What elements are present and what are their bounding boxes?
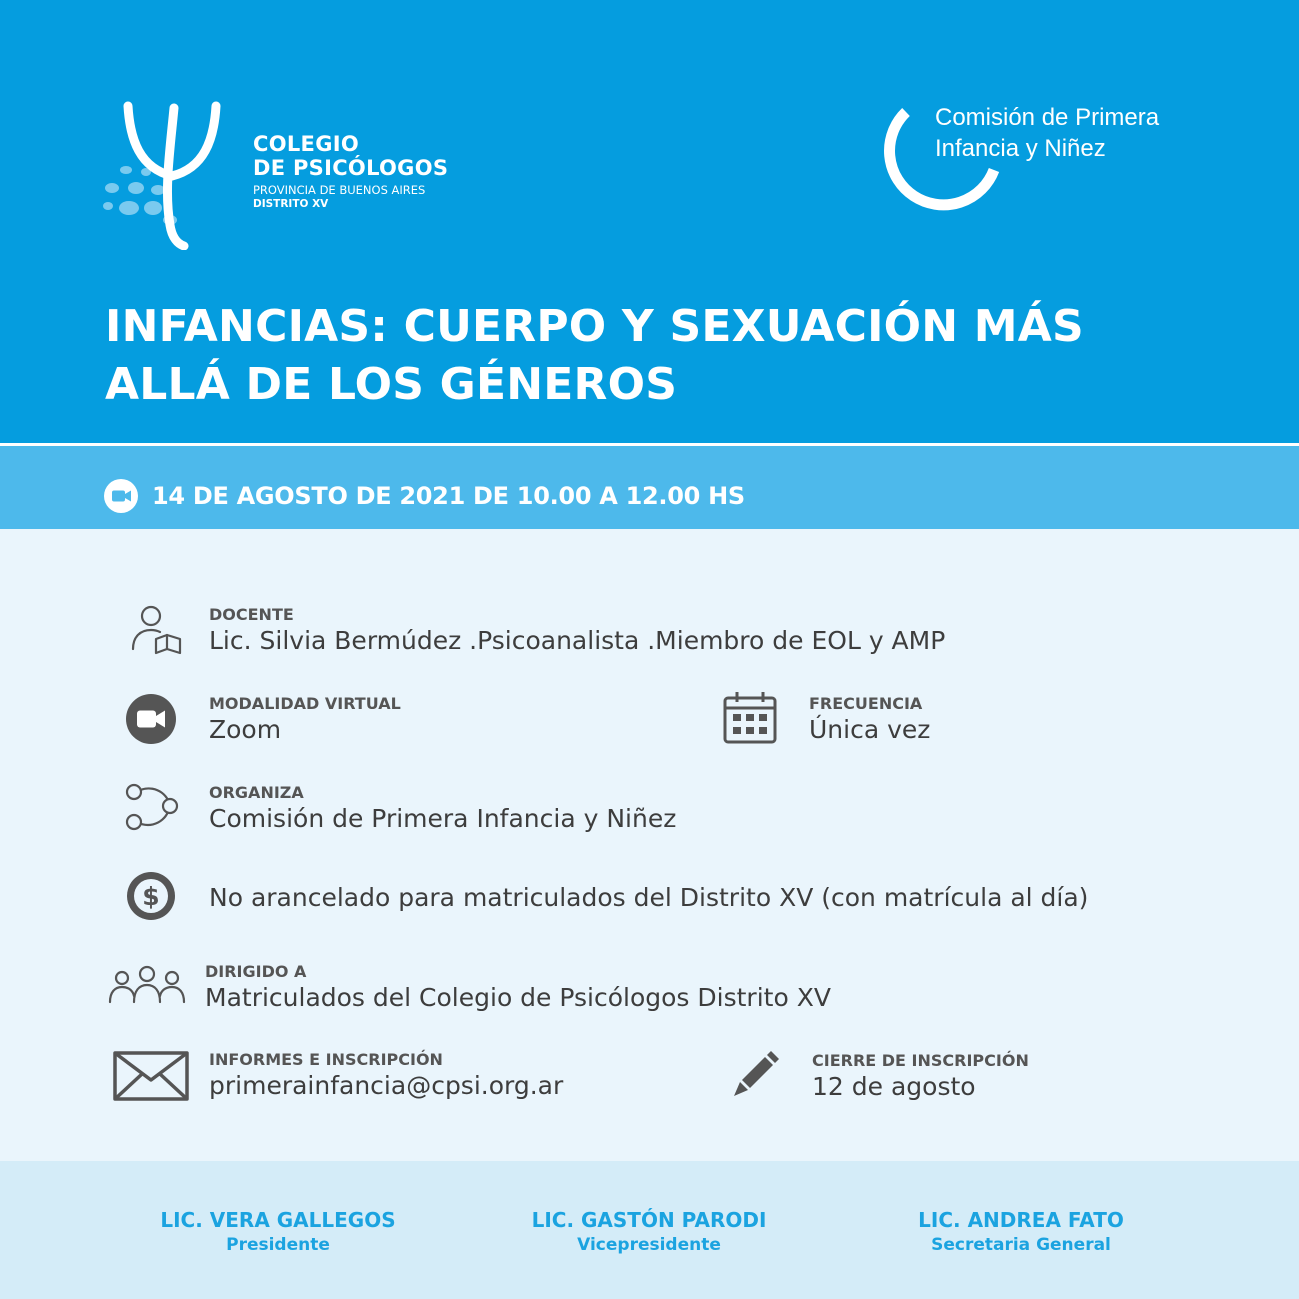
signature-secretaria: [871, 1207, 1171, 1257]
signature-role: Vicepresidente: [577, 1235, 721, 1255]
comision-logo-line-1: Comisión de Primera: [935, 104, 1160, 131]
logo-line-3: PROVINCIA DE BUENOS AIRES: [253, 183, 426, 197]
informes-email[interactable]: primerainfancia@cpsi.org.ar: [209, 1071, 564, 1100]
arancel-value: No arancelado para matriculados del Distrito XV (con matrícula al día): [209, 883, 1089, 912]
signature-role: Secretaria General: [931, 1235, 1111, 1255]
video-camera-icon: [126, 694, 176, 744]
modalidad-item: [209, 694, 401, 746]
signature-name: LIC. VERA GALLEGOS: [160, 1208, 396, 1232]
dirigido-label: DIRIGIDO A: [205, 962, 307, 981]
event-title: [105, 298, 1225, 414]
dirigido-item: [205, 962, 831, 1014]
docente-value: Lic. Silvia Bermúdez .Psicoanalista .Miembro de EOL y AMP: [209, 626, 946, 655]
group-icon: [107, 964, 187, 1006]
video-camera-icon: [104, 479, 138, 513]
signature-presidente: [128, 1207, 428, 1257]
organiza-item: [209, 783, 676, 835]
network-icon: [122, 782, 180, 832]
calendar-icon: [722, 690, 778, 746]
logo-line-4: DISTRITO XV: [253, 198, 329, 210]
signature-role: Presidente: [226, 1235, 330, 1255]
organiza-value: Comisión de Primera Infancia y Niñez: [209, 804, 677, 833]
teacher-book-icon: [130, 603, 184, 655]
psi-logo-icon: [100, 100, 250, 250]
cierre-item: [812, 1051, 1029, 1103]
cierre-label: CIERRE DE INSCRIPCIÓN: [812, 1051, 1029, 1070]
signature-vicepresidente: [499, 1207, 799, 1257]
docente-item: [209, 605, 945, 657]
svg-text:$: $: [142, 882, 160, 911]
colegio-logo: [100, 100, 449, 250]
modalidad-value: Zoom: [209, 715, 282, 744]
comision-logo-line-2: Infancia y Niñez: [935, 135, 1106, 162]
signature-name: LIC. GASTÓN PARODI: [531, 1208, 767, 1232]
frecuencia-item: [809, 694, 930, 746]
informes-item: [209, 1050, 563, 1102]
docente-label: DOCENTE: [209, 605, 294, 624]
event-title-line-1: INFANCIAS: CUERPO Y SEXUACIÓN MÁS: [105, 301, 1084, 352]
frecuencia-value: Única vez: [809, 715, 931, 744]
arancel-item: [209, 882, 1088, 914]
logo-line-1: COLEGIO: [253, 132, 359, 156]
dollar-icon: [125, 870, 177, 922]
envelope-icon: [112, 1050, 190, 1102]
event-date: 14 DE AGOSTO DE 2021 DE 10.00 A 12.00 HS: [152, 482, 745, 510]
event-title-line-2: ALLÁ DE LOS GÉNEROS: [105, 359, 678, 410]
informes-label: INFORMES E INSCRIPCIÓN: [209, 1050, 443, 1069]
comision-logo: [880, 98, 1210, 223]
pencil-icon: [732, 1050, 780, 1098]
logo-line-2: DE PSICÓLOGOS: [253, 156, 449, 180]
modalidad-label: MODALIDAD VIRTUAL: [209, 694, 401, 713]
organiza-label: ORGANIZA: [209, 783, 304, 802]
signature-name: LIC. ANDREA FATO: [918, 1208, 1124, 1232]
cierre-value: 12 de agosto: [812, 1072, 976, 1101]
dirigido-value: Matriculados del Colegio de Psicólogos Distrito XV: [205, 983, 831, 1012]
frecuencia-label: FRECUENCIA: [809, 694, 923, 713]
